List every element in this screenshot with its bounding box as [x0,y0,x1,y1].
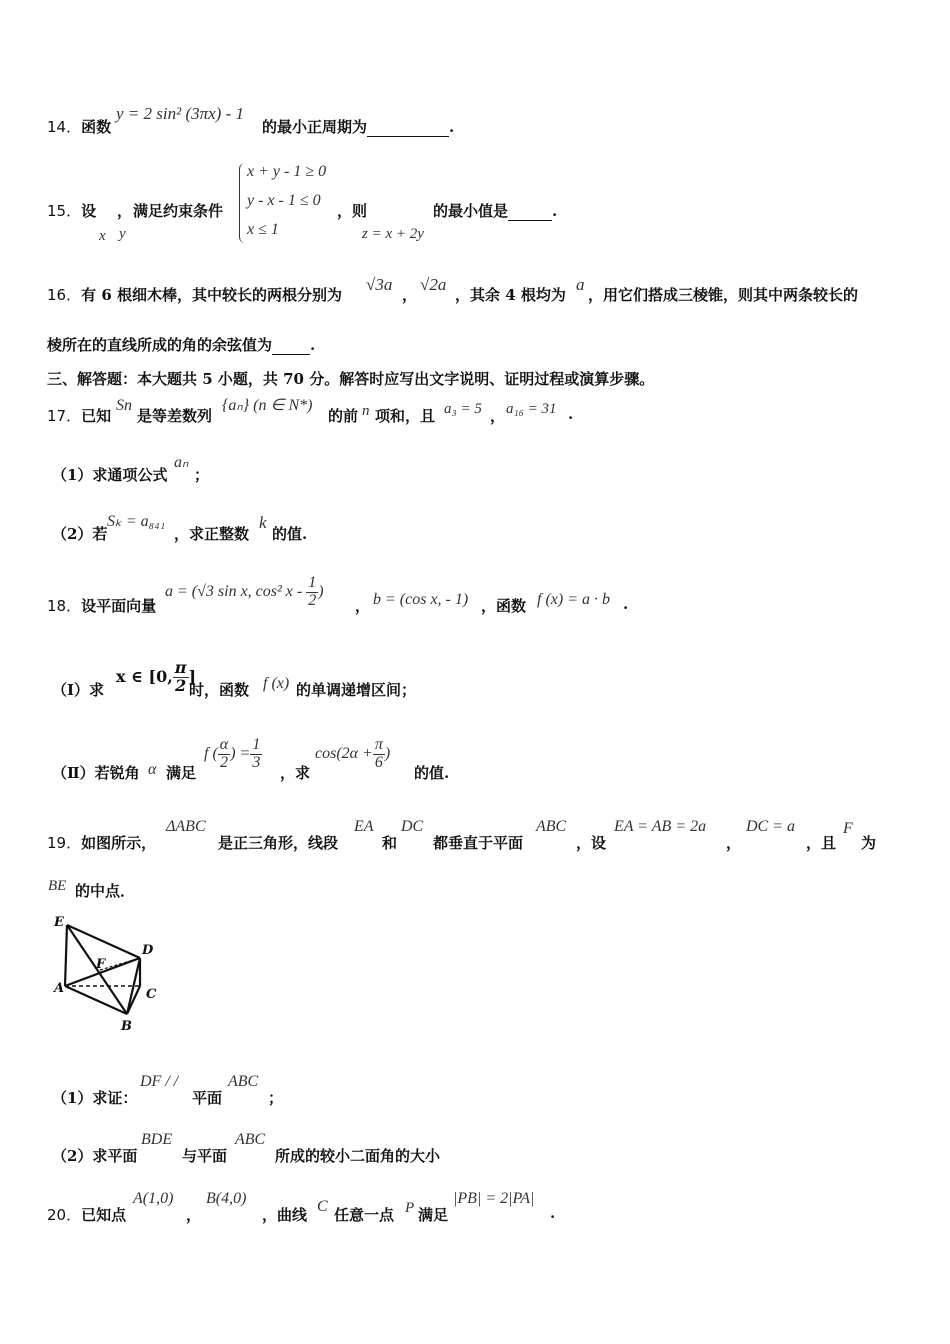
q18-number: 18． [47,597,82,615]
q19-t7: 的中点． [75,882,136,900]
q18-comma: ， [355,597,371,615]
q19-part-1 [52,1087,137,1108]
q18-p1-label: （Ⅰ）求 [52,681,105,699]
q14-suffix-line [262,116,454,137]
q18-pi-over-6 [373,737,385,772]
q15-answer-blank[interactable] [508,206,552,221]
q15-suffix-line [433,200,557,221]
q19-triangle: ΔABC [166,818,206,835]
q14-line [47,116,111,137]
q19-eq2: DC = a [746,818,796,835]
q18-p2-alpha: α [148,761,157,778]
q18-p1-math: x ∈ [0, [116,666,173,686]
q18-half-num: 1 [308,574,317,591]
q19-part-2 [52,1145,137,1166]
q15-constraint-2: y - x - 1 ≤ 0 [247,192,321,209]
q20-C: C [317,1198,328,1215]
q18-p2-vd: 3 [252,753,261,771]
section-3-heading: 三、解答题：本大题共 5 小题，共 70 分。解答时应写出文字说明、证明过程或演算步骤。 [47,370,655,388]
q15-end: . [552,202,558,220]
q16-end: . [310,336,316,354]
q17-t3: 的前 [328,407,359,425]
q18-half-den: 2 [308,591,317,609]
q17-part-2 [52,523,107,544]
q17-seq: {aₙ} (n ∈ N*) [222,397,313,414]
q20-A: A(1,0) [133,1190,174,1207]
q15-number: 15． [47,202,82,220]
q15-lead: 设 [81,202,97,220]
q20-P: P [405,1200,415,1216]
q14-end: . [449,118,455,136]
q19-BE: BE [48,878,67,894]
q20-t4: 满足 [418,1206,449,1224]
q18-p2-mid: 满足 [166,764,197,782]
q18-p2-end: 的值. [414,764,450,782]
q19-pyramid-figure [50,910,180,1035]
q17-number: 17． [47,407,82,425]
q17-comma: ， [490,407,506,425]
q18-p1-two: 2 [175,675,187,695]
q16-answer-blank[interactable] [272,340,310,355]
q15-var-x: x [99,228,106,244]
q18-p2-f-open: f ( [204,744,218,762]
q18-vector-a [165,575,324,610]
q18-p1-mid: 时，函数 [189,681,250,699]
q18-p2-cos-text: cos(2α + [315,744,373,762]
q16-len-1: √3a [366,275,393,294]
q20-t1: 已知点 [81,1206,127,1224]
label-A: A [54,981,65,996]
edge-EA [65,925,67,986]
label-C: C [146,987,157,1002]
q19-p1-label: （1）求证： [52,1089,138,1107]
q18-part-2 [52,762,140,783]
q17-part-1 [52,464,167,485]
q18-p2-label: （Ⅱ）若锐角 [52,764,140,782]
segment-FD-hidden [100,958,140,970]
q15-constraint-1: x + y - 1 ≥ 0 [247,163,327,180]
q18-p2-pn: π [374,736,383,753]
q14-suffix: 的最小正周期为 [262,118,368,136]
q17-line [47,405,111,426]
q18-p1-end: 的单调递增区间； [296,681,417,699]
q15-var-y: y [119,226,126,242]
q19-eq1: EA = AB = 2a [614,818,707,835]
q18-p1-pi: π [174,658,187,677]
q18-t2: ，函数 [481,597,527,615]
q16-len-3: a [576,275,585,294]
q17-p1-label: （1）求通项公式 [52,466,168,484]
q17-n: n [362,403,370,419]
q18-p2-close: ) [384,744,391,762]
q20-B: B(4,0) [206,1190,247,1207]
q20-condition: |PB| = 2|PA| [453,1190,535,1207]
q16-text-1: 有 6 根细木棒，其中较长的两根分别为 [81,286,342,304]
q18-p2-an: α [219,736,229,753]
q16-text-3: ，用它们搭成三棱锥，则其中两条较长的 [588,286,859,304]
q15-brace [239,163,246,243]
label-F: F [96,957,106,972]
q19-p2-abc: ABC [235,1131,266,1148]
q20-t3: 任意一点 [334,1206,395,1224]
q19-t2: 是正三角形，线段 [218,834,339,852]
q17-a16: a₁₆ = 31 [506,401,557,417]
q20-line [47,1204,126,1225]
q18-half-fraction [306,575,318,610]
q19-p2-label: （2）求平面 [52,1147,138,1165]
q16-comma: ， [402,286,418,304]
q18-t1: 设平面向量 [81,597,157,615]
q18-p2-vn: 1 [252,736,261,753]
q18-vec-a-text: a = (√3 sin x, cos² x - [165,582,303,600]
q19-p1-plane: 平面 [192,1089,223,1107]
q17-p1-end: ； [194,466,210,484]
q18-p2-ad: 2 [219,753,228,771]
q18-pi-over-2 [173,660,189,695]
label-D: D [142,943,154,958]
q16-line-1 [47,284,342,305]
q18-vec-a-close: ) [318,582,324,600]
q17-p2-k: k [259,513,267,532]
q18-p2-ask: ，求 [280,764,311,782]
q14-prefix: 函数 [81,118,112,136]
q18-fx: f (x) = a · b [537,591,610,608]
q14-number: 14． [47,118,82,136]
q18-p1-close: ] [188,666,197,686]
q15-suffix: 的最小值是 [433,202,509,220]
label-B: B [121,1019,132,1034]
q19-p1-end: ； [268,1089,284,1107]
q19-comma: ， [726,834,742,852]
q19-number: 19． [47,834,82,852]
q18-p1-fx: f (x) [263,675,290,692]
q19-and: 和 [382,834,398,852]
q19-t4: ，设 [576,834,607,852]
q19-ABC: ABC [536,818,567,835]
q18-part-1 [52,679,104,700]
label-E: E [54,915,64,930]
q16-len-2: √2a [420,275,447,294]
q19-p1-math: DF / / [140,1073,179,1090]
q17-p1-math: aₙ [174,454,189,471]
q16-text-4: 棱所在的直线所成的角的余弦值为 [47,336,273,354]
q18-alpha-over-2 [218,737,230,772]
q17-a3: a₃ = 5 [444,401,482,417]
q19-p2-mid: 与平面 [182,1147,228,1165]
q17-p2-label: （2）若 [52,525,108,543]
q18-p2-cos [315,737,390,772]
q14-answer-blank[interactable] [367,122,449,137]
q19-p2-end: 所成的较小二面角的大小 [275,1147,441,1165]
q15-sep: ， [117,202,133,220]
q17-t1: 已知 [81,407,112,425]
q16-line-2 [47,334,315,355]
q17-p2-math: Sₖ = a₈₄₁ [107,513,166,530]
q20-end: . [550,1204,556,1222]
q19-p2-bde: BDE [141,1131,173,1148]
q15-mid: 满足约束条件 [133,202,224,220]
q17-end: . [568,405,574,423]
q20-t2: ，曲线 [262,1206,308,1224]
q18-end: . [623,595,629,613]
q20-comma: ， [186,1206,202,1224]
q16-number: 16． [47,286,82,304]
q17-t4: 项和，且 [375,407,436,425]
q20-number: 20． [47,1206,82,1224]
q14-formula: y = 2 sin² (3πx) - 1 [116,104,244,123]
q19-t6: 为 [861,834,877,852]
q19-line-1 [47,832,156,853]
q17-p2-mid: ，求正整数 [174,525,250,543]
q15-then: ，则 [337,202,368,220]
q19-F: F [843,820,853,837]
q18-one-third [250,737,262,772]
q18-p1-interval [116,660,196,695]
q18-p2-f [204,737,262,772]
q19-p1-abc: ABC [228,1073,259,1090]
q17-sn: Sn [116,397,132,414]
q18-p2-eq: ) = [230,744,251,762]
q19-DC: DC [401,818,424,835]
q19-EA: EA [354,818,374,835]
q15-objective: z = x + 2y [362,226,424,242]
q15-constraint-3: x ≤ 1 [247,221,279,238]
q17-p2-end: 的值. [272,525,308,543]
q18-p2-pd: 6 [374,753,383,771]
q15-line [47,200,96,221]
q18-vector-b: b = (cos x, - 1) [373,591,469,608]
q19-t1: 如图所示， [81,834,157,852]
q19-t3: 都垂直于平面 [433,834,524,852]
q16-text-2: ，其余 4 根均为 [455,286,566,304]
q18-line [47,595,156,616]
q19-t5: ，且 [806,834,837,852]
q17-t2: 是等差数列 [137,407,213,425]
